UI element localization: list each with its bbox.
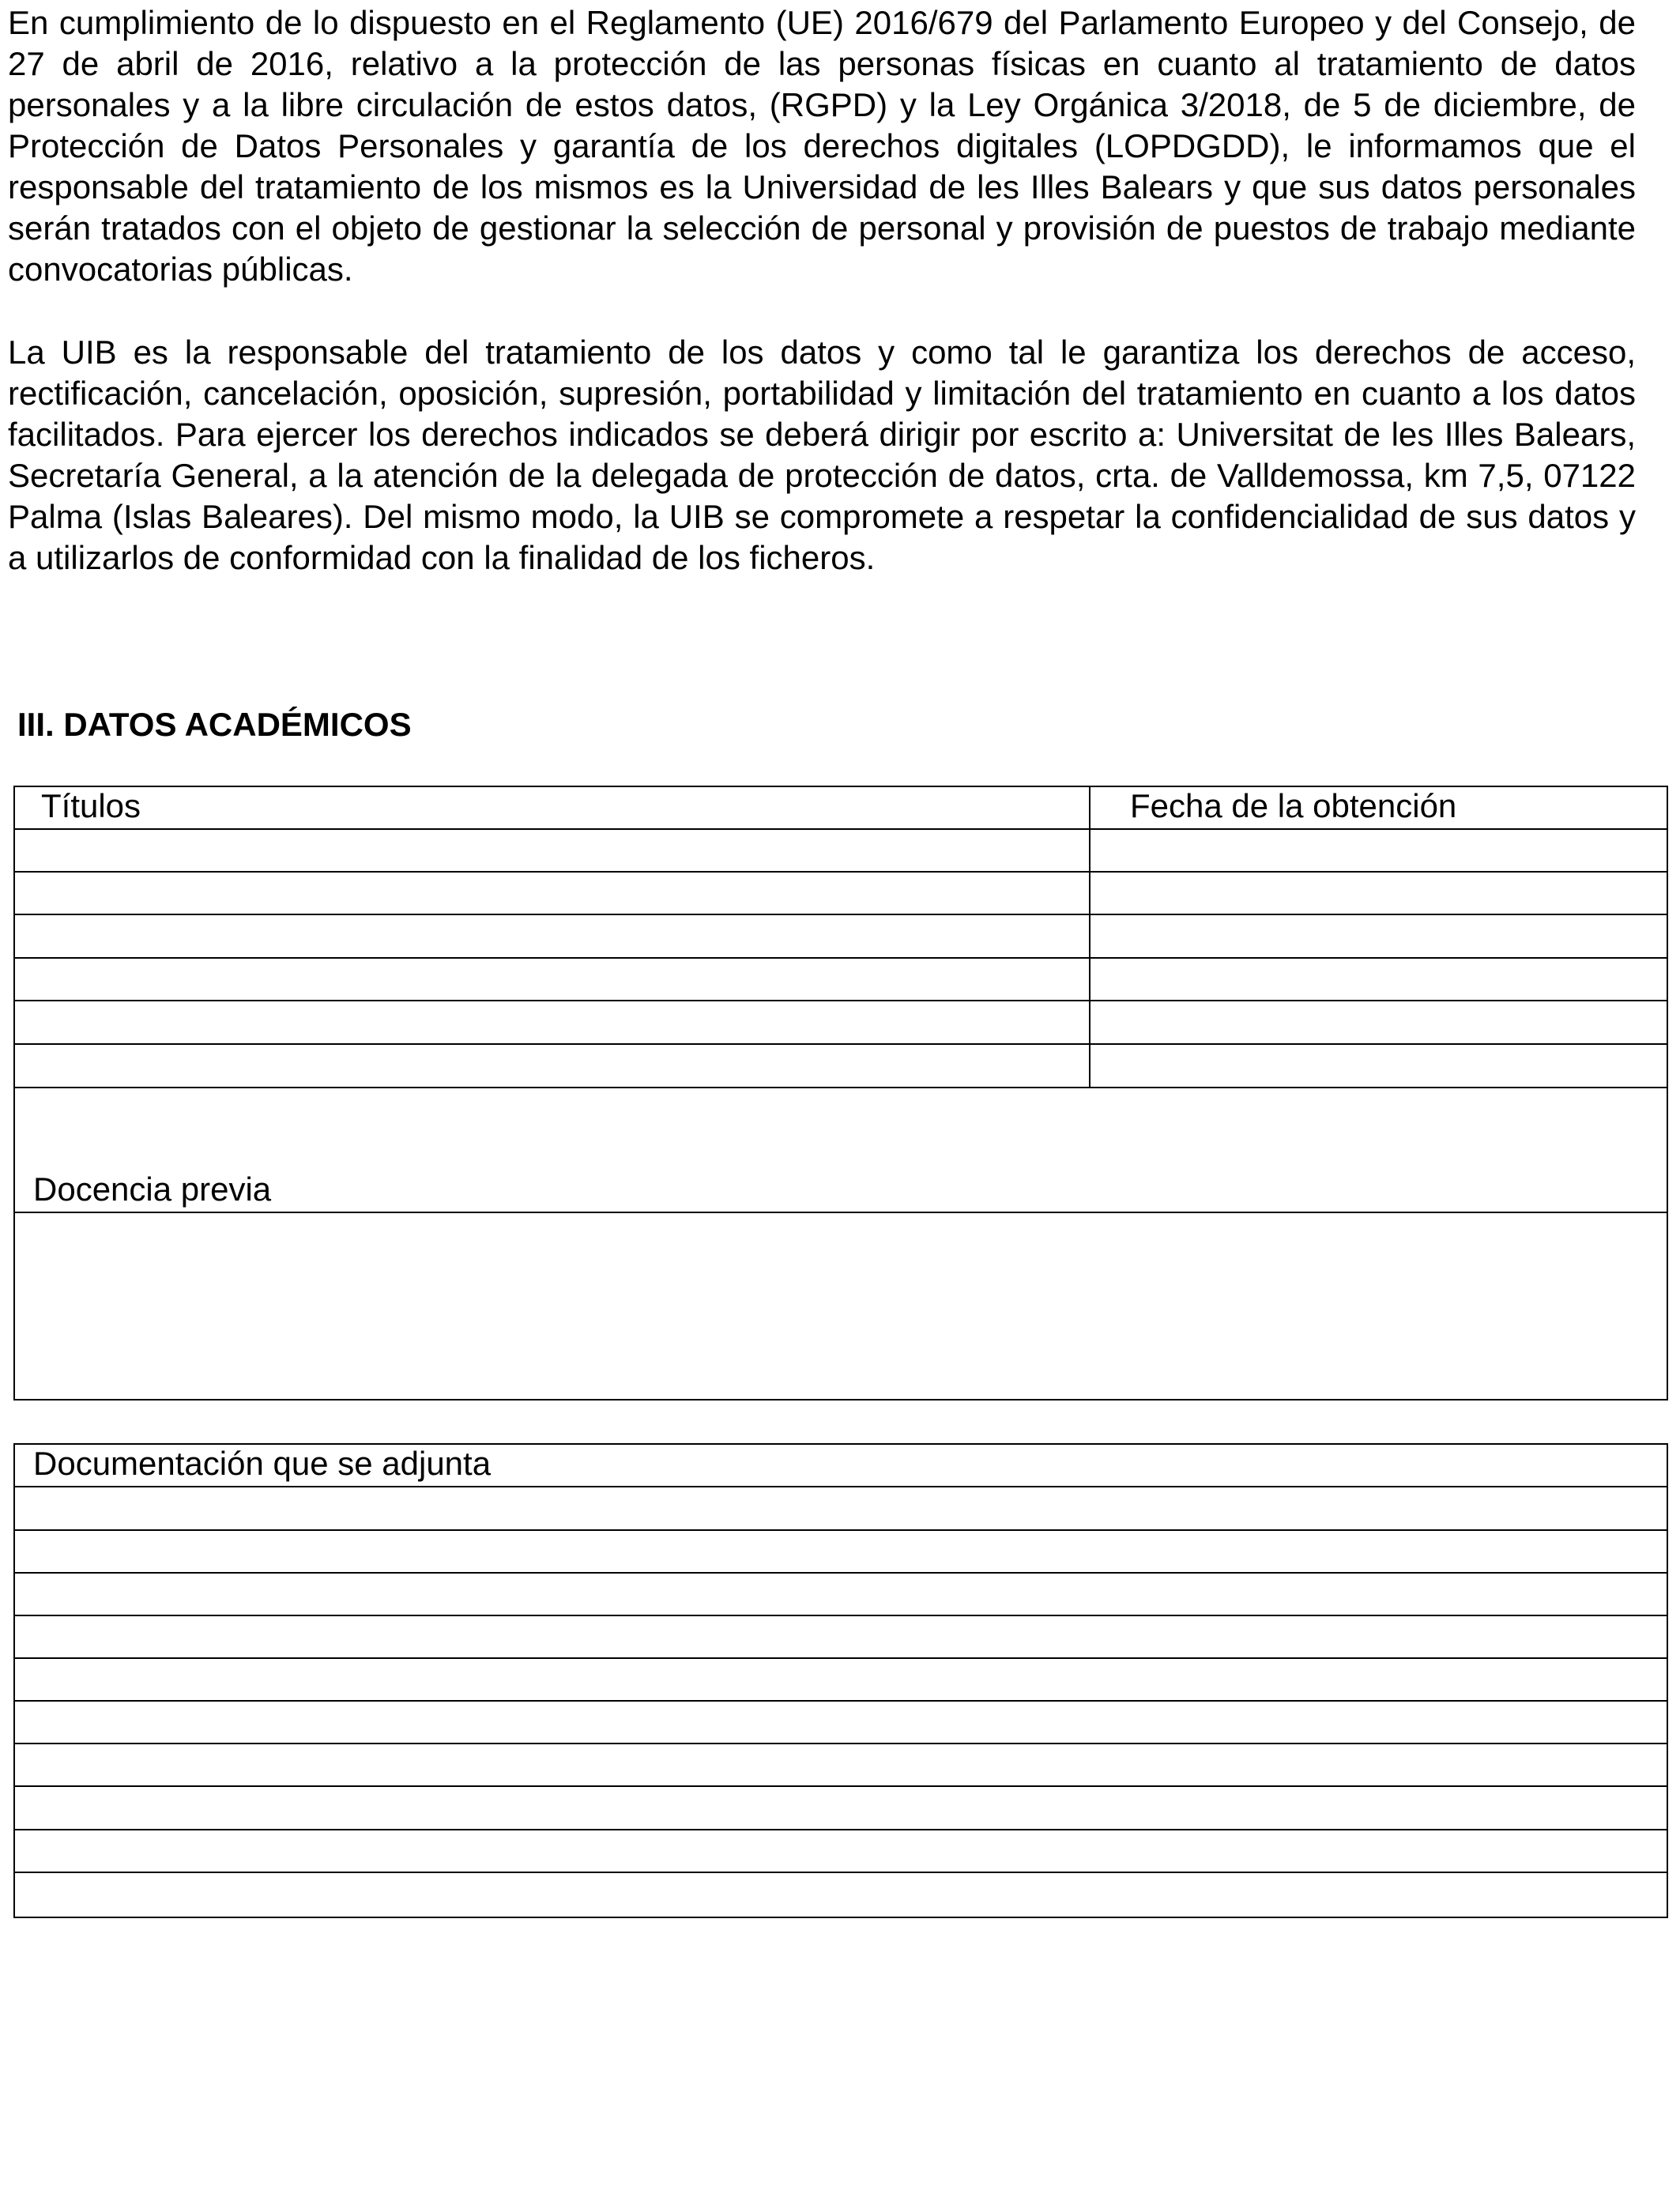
documentation-row-divider — [15, 1872, 1667, 1873]
docencia-divider — [15, 1212, 1667, 1213]
documentation-row-divider — [15, 1743, 1667, 1744]
privacy-paragraph-1: En cumplimiento de lo dispuesto en el Reglamento (UE) 2016/679 del Parlamento Europeo y del Consejo, de 27 de abril de 2016, relativo a la protección de las personas físicas en cuanto al tratamiento de datos personales y a la libre circulación de estos datos, (RGPD) y la Ley Orgánica 3/2018, de 5 de diciembre, de Protección de Datos Personales y garantía de los derechos digitales (LOPDGDD), le informamos que el responsable del tratamiento de los mismos es la Universidad de les Illes Balears y que sus datos personales serán tratados con el objeto de gestionar la selección de personal y provisión de puestos de trabajo mediante convocatorias públicas. — [8, 4, 1636, 288]
titles-row-divider — [15, 828, 1667, 830]
documentation-row-divider — [15, 1486, 1667, 1487]
docencia-previa-box — [13, 1087, 1668, 1400]
date-header: Fecha de la obtención — [1130, 787, 1457, 824]
documentation-row-divider — [15, 1572, 1667, 1574]
documentation-row-divider — [15, 1785, 1667, 1787]
documentation-table — [13, 1443, 1668, 1918]
titles-header: Títulos — [41, 787, 141, 824]
titles-row-divider — [15, 1000, 1667, 1001]
titles-row-divider — [15, 1043, 1667, 1045]
titles-table — [13, 786, 1668, 1088]
docencia-previa-label: Docencia previa — [33, 1171, 272, 1208]
titles-row-divider — [15, 957, 1667, 959]
documentation-row-divider — [15, 1700, 1667, 1702]
titles-row-divider — [15, 871, 1667, 873]
documentation-row-divider — [15, 1657, 1667, 1659]
documentation-row-divider — [15, 1829, 1667, 1830]
titles-column-divider — [1089, 787, 1090, 1087]
documentation-row-divider — [15, 1529, 1667, 1531]
documentation-row-divider — [15, 1615, 1667, 1616]
titles-row-divider — [15, 914, 1667, 915]
privacy-paragraph-2: La UIB es la responsable del tratamiento de los datos y como tal le garantiza los derechos de acceso, rectificación, cancelación, oposición, supresión, portabilidad y limitación del tratamiento en cuanto a los datos facilitados. Para ejercer los derechos indicados se deberá dirigir por escrito a: Universitat de les Illes Balears, Secretaría General, a la atención de la delegada de protección de datos, crta. de Valldemossa, km 7,5, 07122 Palma (Islas Baleares). Del mismo modo, la UIB se compromete a respetar la confidencialidad de sus datos y a utilizarlos de conformidad con la finalidad de los ficheros. — [8, 334, 1636, 576]
documentation-header: Documentación que se adjunta — [33, 1445, 492, 1482]
section-title: III. DATOS ACADÉMICOS — [17, 706, 412, 743]
